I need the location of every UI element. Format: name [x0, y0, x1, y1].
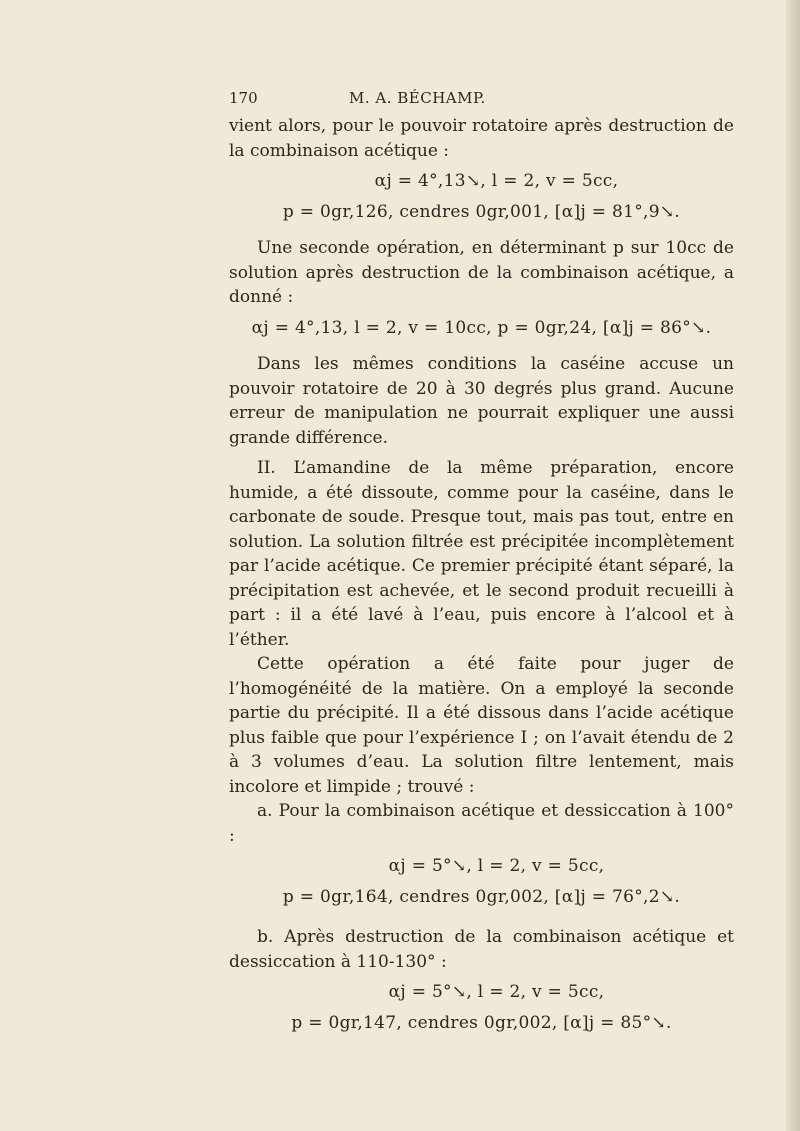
paragraph-3: Dans les mêmes conditions la caséine accuse un pouvoir rotatoire de 20 à 30 degrés plus grand. Aucune erreur de manipulation ne pourrait expliquer une aussi grande différence. — [229, 354, 734, 448]
formula-6a: αj = 5°↘, l = 2, v = 5cc, — [388, 856, 605, 876]
running-title: M. A. BÉCHAMP. — [349, 89, 486, 107]
page-header — [229, 86, 734, 112]
paragraph-7: b. Après destruction de la combinaison acétique et dessiccation à 110-130° : — [229, 927, 734, 972]
paragraph-1: vient alors, pour le pouvoir rotatoire après destruction de la combinaison acétique : — [229, 116, 734, 161]
formula-1a: αj = 4°,13↘, l = 2, v = 5cc, — [374, 171, 619, 191]
page-edge-shadow — [786, 0, 800, 1131]
formula-7a: αj = 5°↘, l = 2, v = 5cc, — [388, 982, 605, 1002]
formula-6b: p = 0gr,164, cendres 0gr,002, [α]j = 76°,2↘. — [282, 886, 681, 907]
paragraph-5: Cette opération a été faite pour juger de l’homogénéité de la matière. On a employé la seconde partie du précipité. Il a été dissous dans l’acide acétique plus faible que pour l’expérience I ; on l’avait étendu de 2 à 3 volumes d’eau. La solution filtre lentement, mais incolore et limpide ; trouvé : — [229, 654, 734, 797]
formula-2: αj = 4°,13, l = 2, v = 10cc, p = 0gr,24, [α]j = 86°↘. — [251, 317, 712, 338]
formula-7b: p = 0gr,147, cendres 0gr,002, [α]j = 85°↘. — [291, 1012, 672, 1033]
paragraph-6: a. Pour la combinaison acétique et dessiccation à 100° : — [229, 801, 734, 846]
book-page — [229, 86, 734, 1041]
page-number: 170 — [229, 89, 258, 107]
paragraph-2: Une seconde opération, en déterminant p sur 10cc de solution après destruction de la combinaison acétique, a donné : — [229, 238, 734, 307]
formula-1b: p = 0gr,126, cendres 0gr,001, [α]j = 81°,9↘. — [282, 201, 681, 222]
paragraph-4: II. L’amandine de la même préparation, encore humide, a été dissoute, comme pour la caséine, dans le carbonate de soude. Presque tout, mais pas tout, entre en solution. La solution filtrée est précipitée incomplètement par l’acide acétique. Ce premier précipité étant séparé, la précipitation est achevée, et le second produit recueilli à part : il a été lavé à l’eau, puis encore à l’alcool et à l’éther. — [229, 458, 734, 650]
